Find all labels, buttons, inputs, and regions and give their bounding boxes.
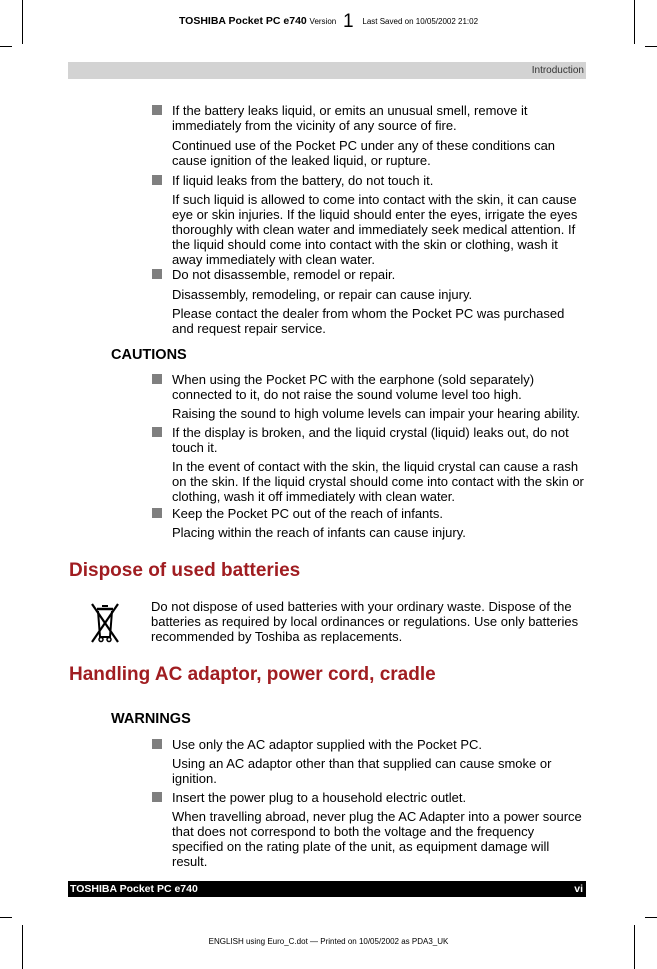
section-bar	[68, 62, 586, 79]
dispose-text: Do not dispose of used batteries with your ordinary waste. Dispose of the batteries as required by local ordinances or regulations. Use only batteries recommended by Toshiba as replacements.	[151, 599, 579, 644]
bullet-square	[152, 508, 162, 518]
crop-mark	[634, 925, 635, 969]
paragraph: Please contact the dealer from whom the Pocket PC was purchased and request repair service.	[172, 306, 565, 336]
crop-mark	[22, 925, 23, 969]
bullet-square	[152, 427, 162, 437]
paragraph: When travelling abroad, never plug the AC Adapter into a power source that does not correspond to both the voltage and the frequency specified on the rating plate of the unit, as equipment damage will result.	[172, 809, 582, 869]
bullet-square	[152, 739, 162, 749]
bullet-text: Keep the Pocket PC out of the reach of infants.	[172, 506, 444, 521]
bullet-text: Insert the power plug to a household electric outlet.	[172, 790, 467, 805]
paragraph: Using an AC adaptor other than that supplied can cause smoke or ignition.	[172, 756, 552, 786]
bullet-text: If liquid leaks from the battery, do not touch it.	[172, 173, 434, 188]
bullet-text: Use only the AC adaptor supplied with the Pocket PC.	[172, 737, 483, 752]
footer-bar	[68, 881, 586, 897]
bullet-square	[152, 374, 162, 384]
section-title: Introduction	[531, 65, 584, 76]
paragraph: In the event of contact with the skin, the liquid crystal can cause a rash on the skin. If the liquid crystal should come into contact with the skin or clothing, wash it off immediately with clean water.	[172, 459, 584, 504]
bullet-square	[152, 105, 162, 115]
handling-heading: Handling AC adaptor, power cord, cradle	[69, 664, 436, 685]
paragraph: If such liquid is allowed to come into contact with the skin, it can cause eye or skin injuries. If the liquid should enter the eyes, irrigate the eyes thoroughly with clean water and immediately seek medical attention. If the liquid should come into contact with the skin or clothing, wash it away immediately with clean water.	[172, 192, 578, 267]
header-saved-date: Last Saved on 10/05/2002 21:02	[362, 17, 479, 26]
cautions-heading: CAUTIONS	[111, 347, 187, 363]
paragraph: Raising the sound to high volume levels can impair your hearing ability.	[172, 406, 581, 421]
bullet-square	[152, 269, 162, 279]
bullet-text: When using the Pocket PC with the earphone (sold separately) connected to it, do not raise the sound volume level too high.	[172, 372, 535, 402]
crop-mark	[645, 917, 657, 918]
bullet-text: Do not disassemble, remodel or repair.	[172, 267, 396, 282]
footer-title: TOSHIBA Pocket PC e740	[70, 883, 198, 895]
page-number: vi	[574, 883, 583, 895]
header-title: TOSHIBA Pocket PC e740	[178, 15, 307, 27]
header-version-number: 1	[343, 11, 354, 32]
crop-mark	[0, 917, 12, 918]
crop-mark	[0, 46, 12, 47]
warnings-heading: WARNINGS	[111, 711, 191, 727]
bullet-square	[152, 792, 162, 802]
bullet-text: If the battery leaks liquid, or emits an unusual smell, remove it immediately from the vicinity of any source of fire.	[172, 103, 528, 133]
print-note: ENGLISH using Euro_C.dot — Printed on 10/05/2002 as PDA3_UK	[208, 937, 449, 946]
crop-mark	[645, 46, 657, 47]
paragraph: Placing within the reach of infants can cause injury.	[172, 525, 466, 540]
header-version-label: Version	[309, 17, 337, 26]
bullet-square	[152, 175, 162, 185]
bullet-text: If the display is broken, and the liquid crystal (liquid) leaks out, do not touch it.	[172, 425, 569, 455]
dispose-heading: Dispose of used batteries	[69, 560, 301, 581]
paragraph: Continued use of the Pocket PC under any of these conditions can cause ignition of the leaked liquid, or rupture.	[172, 138, 556, 168]
document-header	[0, 11, 657, 33]
paragraph: Disassembly, remodeling, or repair can cause injury.	[172, 287, 473, 302]
crossed-out-bin-icon	[88, 600, 122, 644]
